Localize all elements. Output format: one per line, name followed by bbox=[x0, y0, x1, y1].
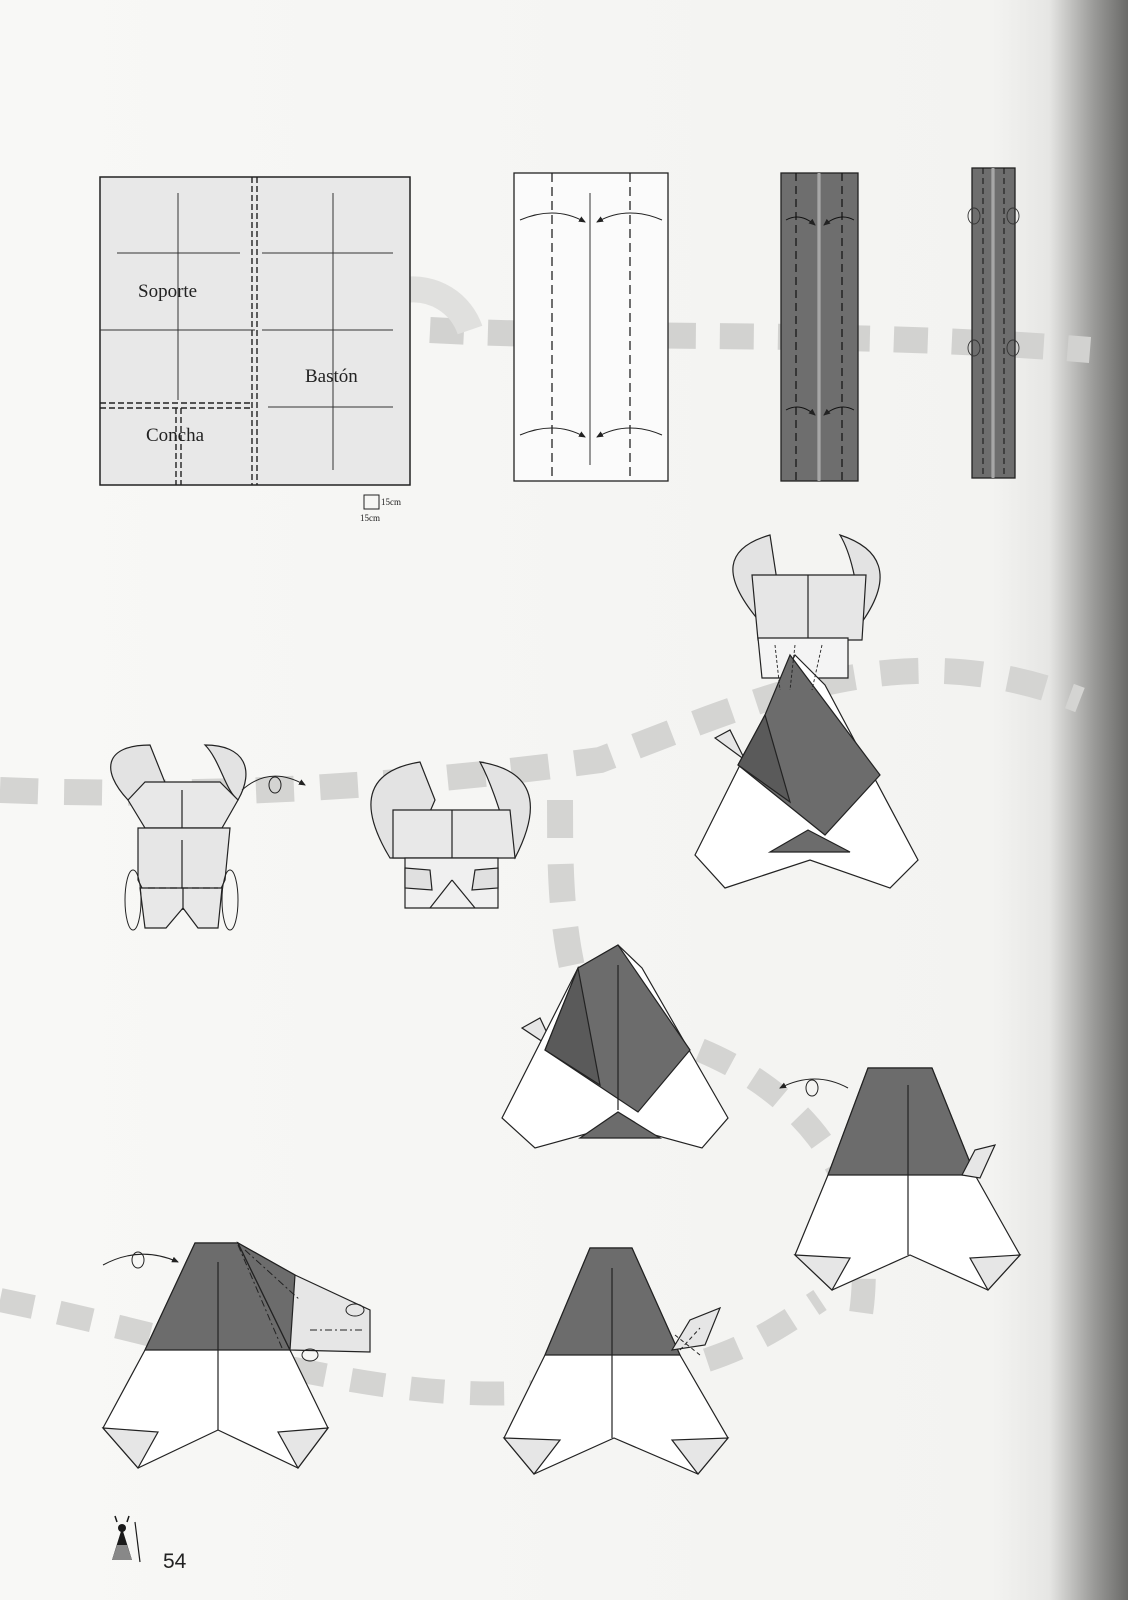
label-size-right: 15cm bbox=[381, 497, 401, 507]
label-baston: Bastón bbox=[305, 366, 358, 387]
background-band-lower bbox=[0, 1050, 864, 1394]
strip-step-4 bbox=[968, 168, 1019, 478]
strip-step-3 bbox=[781, 173, 858, 481]
figure-step-8 bbox=[502, 945, 728, 1148]
figure-step-10 bbox=[103, 1243, 370, 1468]
label-soporte: Soporte bbox=[138, 281, 198, 302]
figure-step-11 bbox=[504, 1248, 728, 1474]
devil-figure-icon bbox=[112, 1516, 140, 1562]
figure-step-5 bbox=[111, 745, 305, 930]
label-size-bottom: 15cm bbox=[360, 513, 380, 523]
size-indicator bbox=[364, 495, 379, 509]
strip-step-2 bbox=[514, 173, 668, 481]
figure-step-9 bbox=[780, 1068, 1020, 1290]
label-concha: Concha bbox=[146, 425, 205, 446]
page-number: 54 bbox=[163, 1550, 187, 1573]
